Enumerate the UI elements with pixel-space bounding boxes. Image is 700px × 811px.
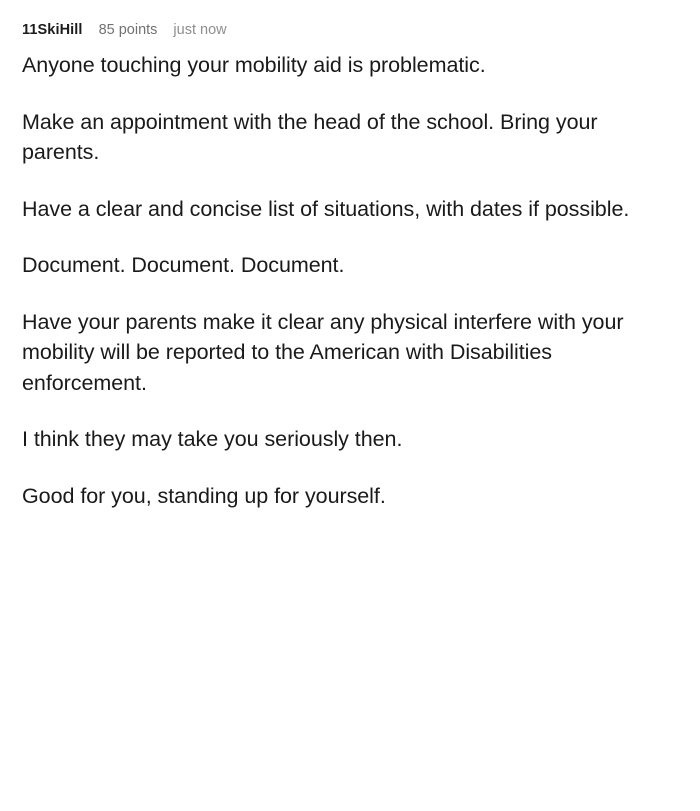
comment-paragraph: Document. Document. Document. xyxy=(22,253,345,278)
comment-header xyxy=(22,22,678,38)
comment-paragraph: Have a clear and concise list of situations, with dates if possible. xyxy=(22,196,630,221)
comment-paragraph: Have your parents make it clear any physical interfere with your mobility will be reported to the American with Disabilities enforcement. xyxy=(22,309,624,395)
comment-score: 85 points xyxy=(98,22,158,38)
comment-paragraph: Make an appointment with the head of the school. Bring your parents. xyxy=(22,109,598,165)
comment-paragraph: Good for you, standing up for yourself. xyxy=(22,483,386,508)
comment-timestamp: just now xyxy=(173,22,227,38)
comment-body xyxy=(22,50,678,511)
comment-paragraph: I think they may take you seriously then. xyxy=(22,427,403,452)
comment-author[interactable]: 11SkiHill xyxy=(22,22,83,38)
comment-paragraph: Anyone touching your mobility aid is problematic. xyxy=(22,53,486,77)
